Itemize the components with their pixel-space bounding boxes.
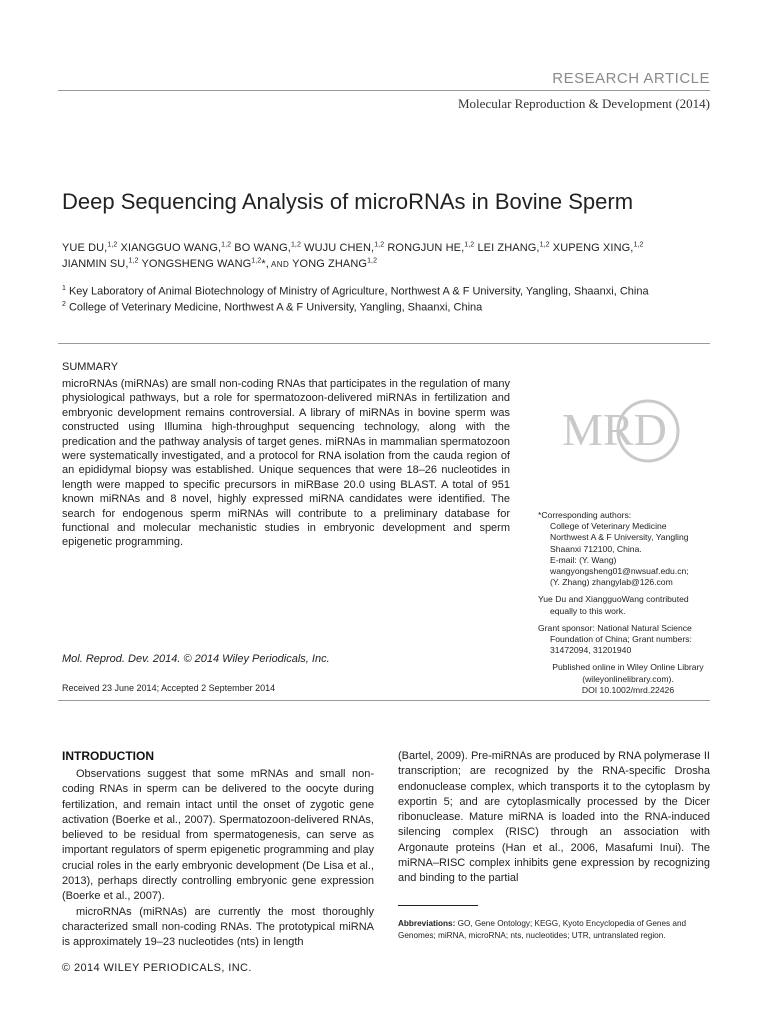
- journal-name: Molecular Reproduction & Development (2014): [458, 96, 710, 111]
- note-line: Published online in Wiley Online Library: [552, 662, 704, 673]
- copyright-line: © 2014 WILEY PERIODICALS, INC.: [62, 962, 252, 974]
- summary-heading: SUMMARY: [62, 361, 119, 373]
- footnote-rule: [398, 905, 478, 906]
- author-name: YONGSHENG WANG: [138, 258, 252, 270]
- footnote-label: Abbreviations:: [398, 919, 456, 928]
- author-name: JIANMIN SU,: [62, 258, 129, 270]
- author-affil-sup: 1,2: [539, 241, 550, 249]
- side-notes: [538, 510, 718, 702]
- note-line: Foundation of China; Grant numbers:: [550, 634, 692, 645]
- header-rule: [58, 90, 710, 91]
- affiliation-1: [62, 285, 649, 298]
- summary-text: microRNAs (miRNAs) are small non-coding RNAs that participates in the regulation of many physiological pathways, but a role for spermatozoon-delivered miRNAs in fertilization and embryonic development remains controversial. A library of miRNAs in bovine sperm was constructed using Illumina high-throughput sequencing technology, along with the predication and the pathway analysis of target genes. miRNAs in mammalian spermatozoon were systematically investigated, and a protocol for RNA isolation from the cauda region of an epididymal biopsy was established. Unique sequences that were 18–26 nucleotides in length were mapped to specific precursors in miRBase 20.0 using BLAST. A total of 951 known miRNAs and 8 novel, highly expressed miRNA candidates were identified. The search for endogenous sperm miRNAs will contribute to a preliminary database for functional and molecular mechanistic studies in embryonic development and sperm epigenetic programming.: [62, 378, 510, 549]
- affiliation-text: College of Veterinary Medicine, Northwest A & F University, Yangling, Shaanxi, China: [65, 301, 483, 314]
- author-name: LEI ZHANG,: [474, 242, 540, 254]
- publication-link[interactable]: (wileyonlinelibrary.com).: [582, 673, 674, 684]
- corresponding-line: Shaanxi 712100, China.: [550, 543, 642, 554]
- corresponding-line: Northwest A & F University, Yangling: [550, 532, 689, 543]
- left-column: [62, 767, 374, 951]
- note-line: 31472094, 31201940: [550, 645, 632, 656]
- grant-note: [538, 623, 718, 657]
- author-affil-sup: 1,2: [221, 241, 232, 249]
- author-name: YUE DU,: [62, 242, 108, 254]
- author-affil-sup: 1,2: [367, 257, 378, 265]
- section-rule: [58, 343, 710, 344]
- doi-link[interactable]: DOI 10.1002/mrd.22426: [581, 684, 675, 695]
- author-name: RONGJUN HE,: [384, 242, 465, 254]
- author-affil-sup: 1,2: [107, 241, 118, 249]
- right-column: [398, 749, 710, 887]
- author-list: [62, 240, 722, 273]
- author-and: AND: [268, 260, 290, 269]
- affiliation-number: 2: [62, 301, 66, 308]
- journal-logo: [540, 385, 710, 475]
- author-affil-sup: 1,2: [251, 257, 262, 265]
- author-affil-sup: 1,2: [374, 241, 385, 249]
- paragraph: (Bartel, 2009). Pre-miRNAs are produced by RNA polymerase II transcription; are recognized by the RNA-specific Drosha endonuclease complex, which transports it to the cytoplasm by exportin 5; and are cytoplasmically processed by the Dicer ribonuclease. Mature miRNA is loaded into the RNA-induced silencing complex (RISC) through an association with Argonaute proteins (Han et al., 2006, Masafumi Inui). The miRNA–RISC complex inhibits gene expression by recognizing and binding to the partial: [398, 750, 710, 885]
- author-name: BO WANG,: [231, 242, 291, 254]
- note-line: Yue Du and XiangguoWang contributed: [538, 594, 689, 605]
- logo-text: MRD: [562, 404, 667, 455]
- article-type-label: RESEARCH ARTICLE: [552, 70, 710, 87]
- publication-note: [538, 662, 718, 696]
- author-affil-sup: 1,2: [128, 257, 139, 265]
- corresponding-email[interactable]: (Y. Zhang) zhangylab@126.com: [550, 577, 673, 588]
- article-title: Deep Sequencing Analysis of microRNAs in Bovine Sperm: [62, 189, 634, 214]
- author-name: WUJU CHEN,: [300, 242, 375, 254]
- corresponding-email[interactable]: wangyongsheng01@nwsuaf.edu.cn;: [550, 566, 689, 577]
- author-name: XIANGGUO WANG,: [117, 242, 222, 254]
- author-line-1: [62, 240, 722, 256]
- author-name: XUPENG XING,: [549, 242, 634, 254]
- affiliation-2: [62, 301, 482, 314]
- paragraph: Observations suggest that some mRNAs and small non-coding RNAs in sperm can be delivered to the oocyte during fertilization, and remain intact until the onset of zygotic gene activation (Boerke et al., 2007). Spermatozoon-delivered RNAs, believed to be residual from spermatogenesis, can serve as important regulators of sperm epigenetic programming and play crucial roles in the early embryonic development (De Lisa et al., 2013), perhaps directly controlling embryonic gene expression (Boerke et al., 2007).: [62, 768, 374, 903]
- paragraph: microRNAs (miRNAs) are currently the most thoroughly characterized small non-coding RNAs. The prototypical miRNA is approximately 19–23 nucleotides (nts) in length: [62, 905, 374, 949]
- corresponding-block: [538, 510, 718, 588]
- footnote-text: GO, Gene Ontology; KEGG, Kyoto Encyclopedia of Genes and Genomes; miRNA, microRNA; nts, nucleotides; UTR, untranslated region.: [398, 919, 687, 940]
- equal-contribution-note: [538, 594, 718, 616]
- introduction-heading: INTRODUCTION: [62, 749, 154, 763]
- affiliation-text: Key Laboratory of Animal Biotechnology of Ministry of Agriculture, Northwest A & F University, Yangling, Shaanxi, China: [65, 285, 649, 298]
- corresponding-label: *Corresponding authors:: [538, 510, 632, 520]
- note-line: equally to this work.: [550, 605, 626, 616]
- author-affil-sup: 1,2: [290, 241, 301, 249]
- corresponding-line: College of Veterinary Medicine: [550, 521, 667, 532]
- author-affil-sup: 1,2: [464, 241, 475, 249]
- citation-line: Mol. Reprod. Dev. 2014. © 2014 Wiley Periodicals, Inc.: [62, 653, 330, 665]
- abbreviations-footnote: [398, 918, 710, 942]
- corresponding-line: E-mail: (Y. Wang): [550, 554, 617, 565]
- author-name: YONG ZHANG: [289, 258, 368, 270]
- corresponding-mark: *,: [261, 258, 269, 270]
- author-affil-sup: 1,2: [633, 241, 644, 249]
- note-line: Grant sponsor: National Natural Science: [538, 622, 692, 633]
- affiliation-number: 1: [62, 285, 66, 292]
- received-dates: Received 23 June 2014; Accepted 2 September 2014: [62, 683, 276, 693]
- author-line-2: [62, 256, 722, 273]
